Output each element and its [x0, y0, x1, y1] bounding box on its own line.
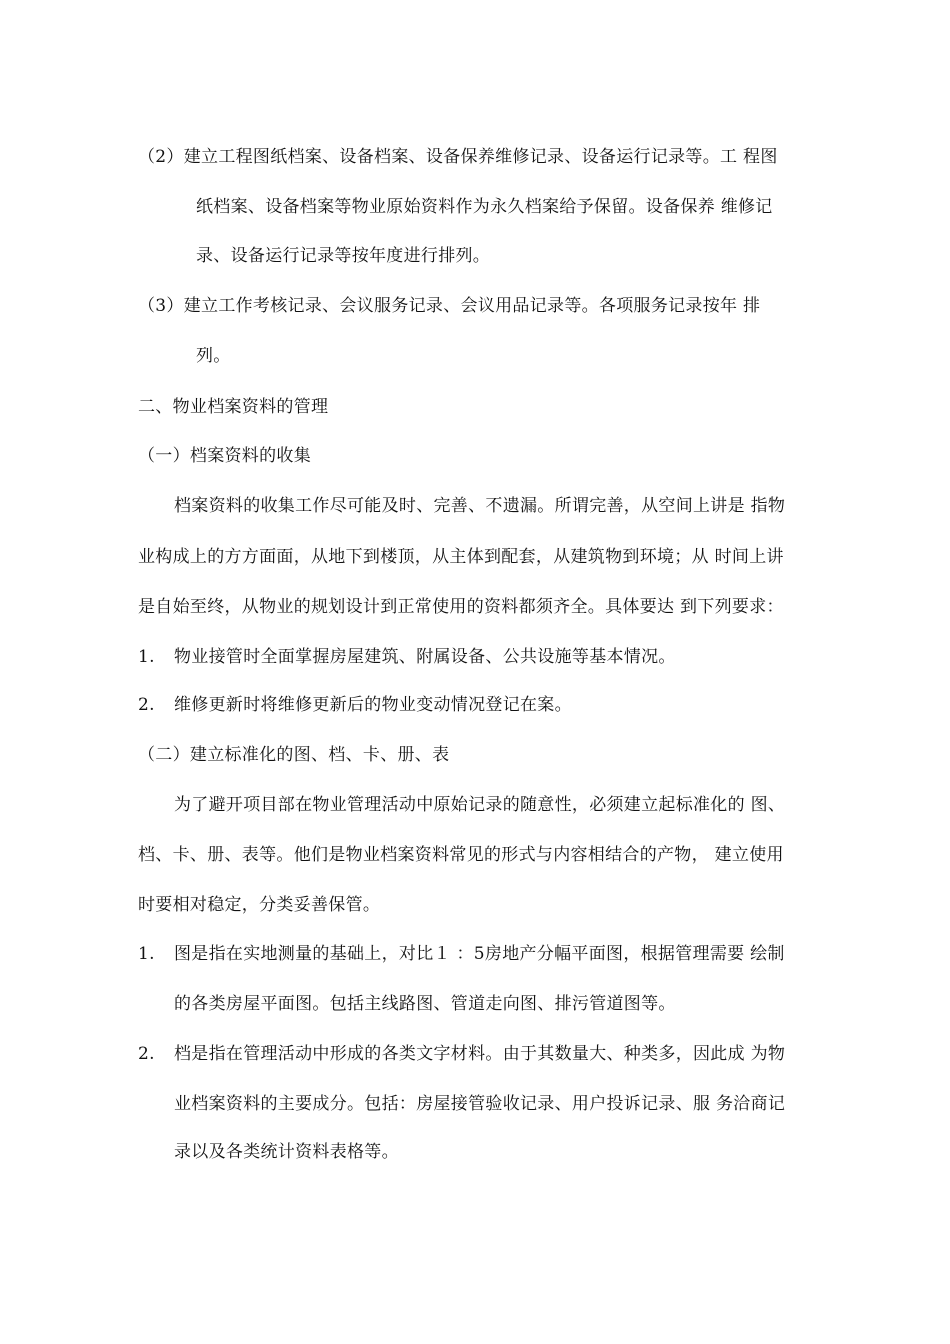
sub1-para-line3: 是自始至终，从物业的规划设计到正常使用的资料都须齐全。具体要达 到下列要求： — [138, 597, 784, 617]
sub1-list-num-1: 1. — [138, 647, 155, 667]
subsection-heading-2: （二）建立标准化的图、档、卡、册、表 — [138, 745, 450, 765]
sub1-list-num-2: 2. — [138, 695, 155, 715]
sub2-list-num-2: 2. — [138, 1044, 155, 1064]
sub2-list-1-line2: 的各类房屋平面图。包括主线路图、管道走向图、排污管道图等。 — [174, 994, 676, 1014]
sub1-para-line2: 业构成上的方方面面，从地下到楼顶，从主体到配套，从建筑物到环境；从 时间上讲 — [138, 547, 784, 567]
sub1-list-text-1: 物业接管时全面掌握房屋建筑、附属设备、公共设施等基本情况。 — [174, 647, 676, 667]
sub2-para-line2: 档、卡、册、表等。他们是物业档案资料常见的形式与内容相结合的产物， 建立使用 — [138, 845, 784, 865]
sub2-list-1-line1: 图是指在实地测量的基础上，对比１ ：5房地产分幅平面图，根据管理需要 绘制 — [174, 944, 785, 964]
item3-line2: 列。 — [196, 346, 231, 366]
item2-line1: （2）建立工程图纸档案、设备档案、设备保养维修记录、设备运行记录等。工 程图 — [138, 147, 778, 167]
sub1-list-text-2: 维修更新时将维修更新后的物业变动情况登记在案。 — [174, 695, 572, 715]
sub2-para-line1: 为了避开项目部在物业管理活动中原始记录的随意性，必须建立起标准化的 图、 — [174, 795, 786, 815]
subsection-heading-1: （一）档案资料的收集 — [138, 446, 311, 466]
section-heading: 二、物业档案资料的管理 — [138, 397, 329, 417]
item2-line2: 纸档案、设备档案等物业原始资料作为永久档案给予保留。设备保养 维修记 — [196, 197, 773, 217]
sub2-list-2-line1: 档是指在管理活动中形成的各类文字材料。由于其数量大、种类多，因此成 为物 — [174, 1044, 786, 1064]
sub2-list-num-1: 1. — [138, 944, 155, 964]
item2-line3: 录、设备运行记录等按年度进行排列。 — [196, 246, 491, 266]
sub1-para-line1: 档案资料的收集工作尽可能及时、完善、不遗漏。所谓完善，从空间上讲是 指物 — [174, 496, 786, 516]
item3-line1: （3）建立工作考核记录、会议服务记录、会议用品记录等。各项服务记录按年 排 — [138, 296, 761, 316]
sub2-list-2-line3: 录以及各类统计资料表格等。 — [174, 1142, 399, 1162]
sub2-para-line3: 时要相对稳定，分类妥善保管。 — [138, 895, 381, 915]
sub2-list-2-line2: 业档案资料的主要成分。包括：房屋接管验收记录、用户投诉记录、服 务洽商记 — [174, 1094, 786, 1114]
